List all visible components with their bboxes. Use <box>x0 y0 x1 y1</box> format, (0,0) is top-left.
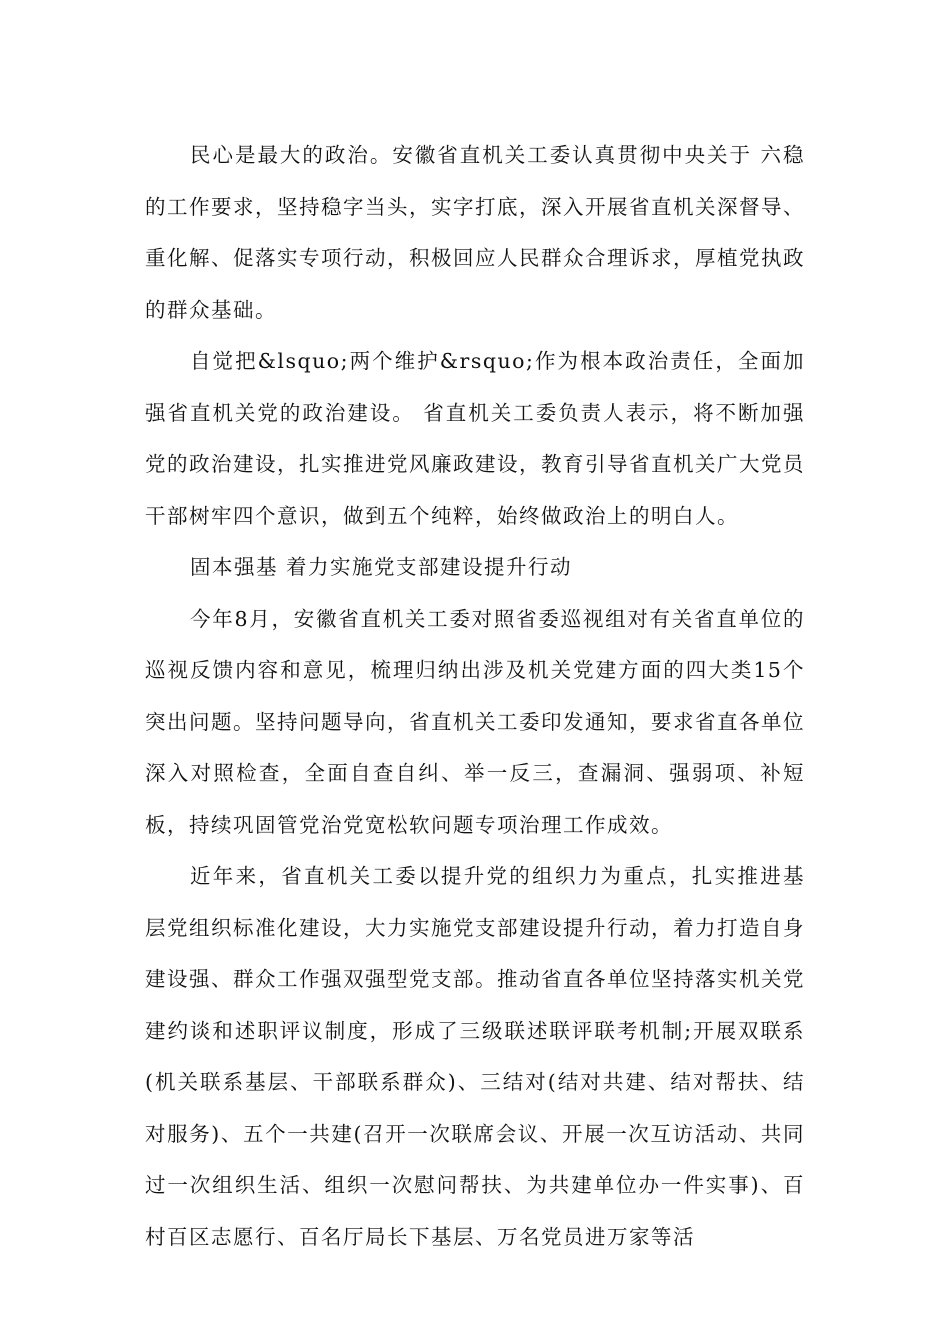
section-heading: 固本强基 着力实施党支部建设提升行动 <box>190 555 573 579</box>
paragraph-4: 近年来，省直机关工委以提升党的组织力为重点，扎实推进基层党组织标准化建设，大力实施党支部建设提升行动，着力打造自身建设强、群众工作强双强型党支部。推动省直各单位坚持落实机关党建约谈和述职评议制度，形成了三级联述联评联考机制;开展双联系(机关联系基层、干部联系群众)、三结对(结对共建、结对帮扶、结对服务)、五个一共建(召开一次联席会议、开展一次互访活动、共同过一次组织生活、组织一次慰问帮扶、为共建单位办一件实事)、百村百区志愿行、百名厅局长下基层、万名党员进万家等活 <box>145 864 805 1249</box>
document-body <box>145 130 805 1263</box>
paragraph-2: 自觉把&lsquo;两个维护&rsquo;作为根本政治责任，全面加强省直机关党的政治建设。 省直机关工委负责人表示，将不断加强党的政治建设，扎实推进党风廉政建设，教育引导省直机关广大党员干部树牢四个意识，做到五个纯粹，始终做政治上的明白人。 <box>145 349 805 528</box>
paragraph-1: 民心是最大的政治。安徽省直机关工委认真贯彻中央关于 六稳的工作要求，坚持稳字当头，实字打底，深入开展省直机关深督导、重化解、促落实专项行动，积极回应人民群众合理诉求，厚植党执政的群众基础。 <box>145 143 805 322</box>
paragraph-3: 今年8月，安徽省直机关工委对照省委巡视组对有关省直单位的巡视反馈内容和意见，梳理归纳出涉及机关党建方面的四大类15个突出问题。坚持问题导向，省直机关工委印发通知，要求省直各单位深入对照检查，全面自查自纠、举一反三，查漏洞、强弱项、补短板，持续巩固管党治党宽松软问题专项治理工作成效。 <box>145 606 805 837</box>
